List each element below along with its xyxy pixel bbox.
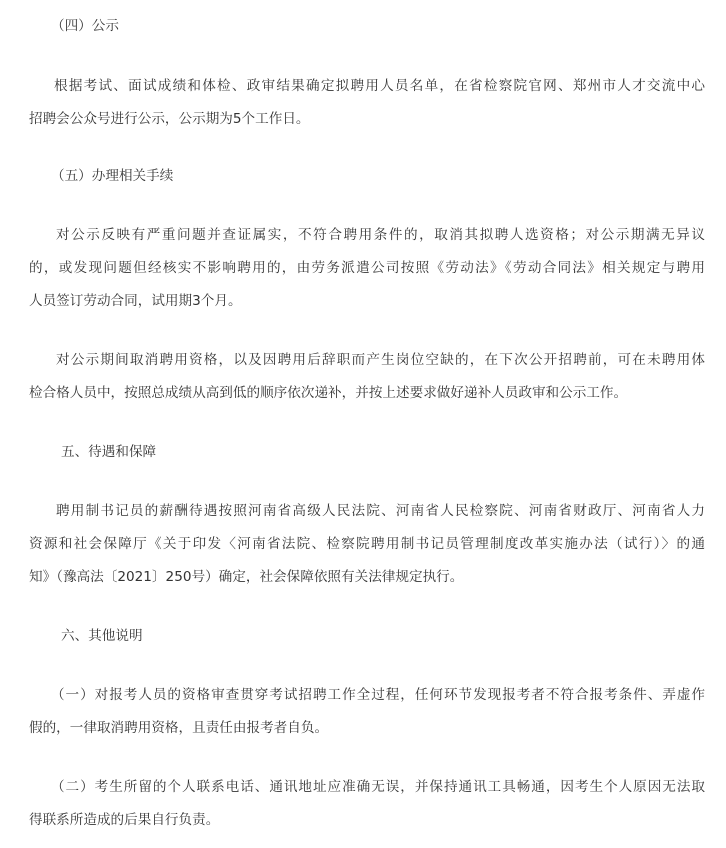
paragraph-line: （一）对报考人员的资格审查贯穿考试招聘工作全过程，任何环节发现报考者不符合报考条件、弄虚作 [51, 687, 705, 703]
paragraph-line: 招聘会公众号进行公示，公示期为5个工作日。 [29, 111, 310, 127]
paragraph-line: 聘用制书记员的薪酬待遇按照河南省高级人民法院、河南省人民检察院、河南省财政厅、河南省人力 [56, 503, 705, 519]
section-heading-4-publicity: （四）公示 [51, 18, 119, 34]
paragraph-line: 得联系所造成的后果自行负责。 [29, 812, 220, 828]
paragraph-line: （二）考生所留的个人联系电话、通讯地址应准确无误，并保持通讯工具畅通，因考生个人原因无法取 [51, 779, 705, 795]
paragraph-line: 根据考试、面试成绩和体检、政审结果确定拟聘用人员名单，在省检察院官网、郑州市人才交流中心 [54, 78, 705, 94]
paragraph-line: 知》（豫高法〔2021〕250号）确定，社会保障依照有关法律规定执行。 [29, 569, 464, 585]
section-heading-benefits: 五、待遇和保障 [61, 444, 157, 460]
paragraph-line: 的，或发现问题但经核实不影响聘用的，由劳务派遣公司按照《劳动法》《劳动合同法》相关规定与聘用 [29, 260, 705, 276]
paragraph-line: 人员签订劳动合同，试用期3个月。 [29, 293, 242, 309]
paragraph-line: 检合格人员中，按照总成绩从高到低的顺序依次递补，并按上述要求做好递补人员政审和公示工作。 [29, 385, 628, 401]
paragraph-line: 假的，一律取消聘用资格，且责任由报考者自负。 [29, 720, 329, 736]
section-heading-5-procedures: （五）办理相关手续 [51, 168, 174, 184]
paragraph-line: 资源和社会保障厅《关于印发〈河南省法院、检察院聘用制书记员管理制度改革实施办法（试行）〉的通 [29, 536, 705, 552]
paragraph-line: 对公示期间取消聘用资格，以及因聘用后辞职而产生岗位空缺的，在下次公开招聘前，可在未聘用体 [56, 352, 705, 368]
section-heading-other-notes: 六、其他说明 [61, 628, 143, 644]
paragraph-line: 对公示反映有严重问题并查证属实，不符合聘用条件的，取消其拟聘人选资格；对公示期满无异议 [56, 227, 705, 243]
